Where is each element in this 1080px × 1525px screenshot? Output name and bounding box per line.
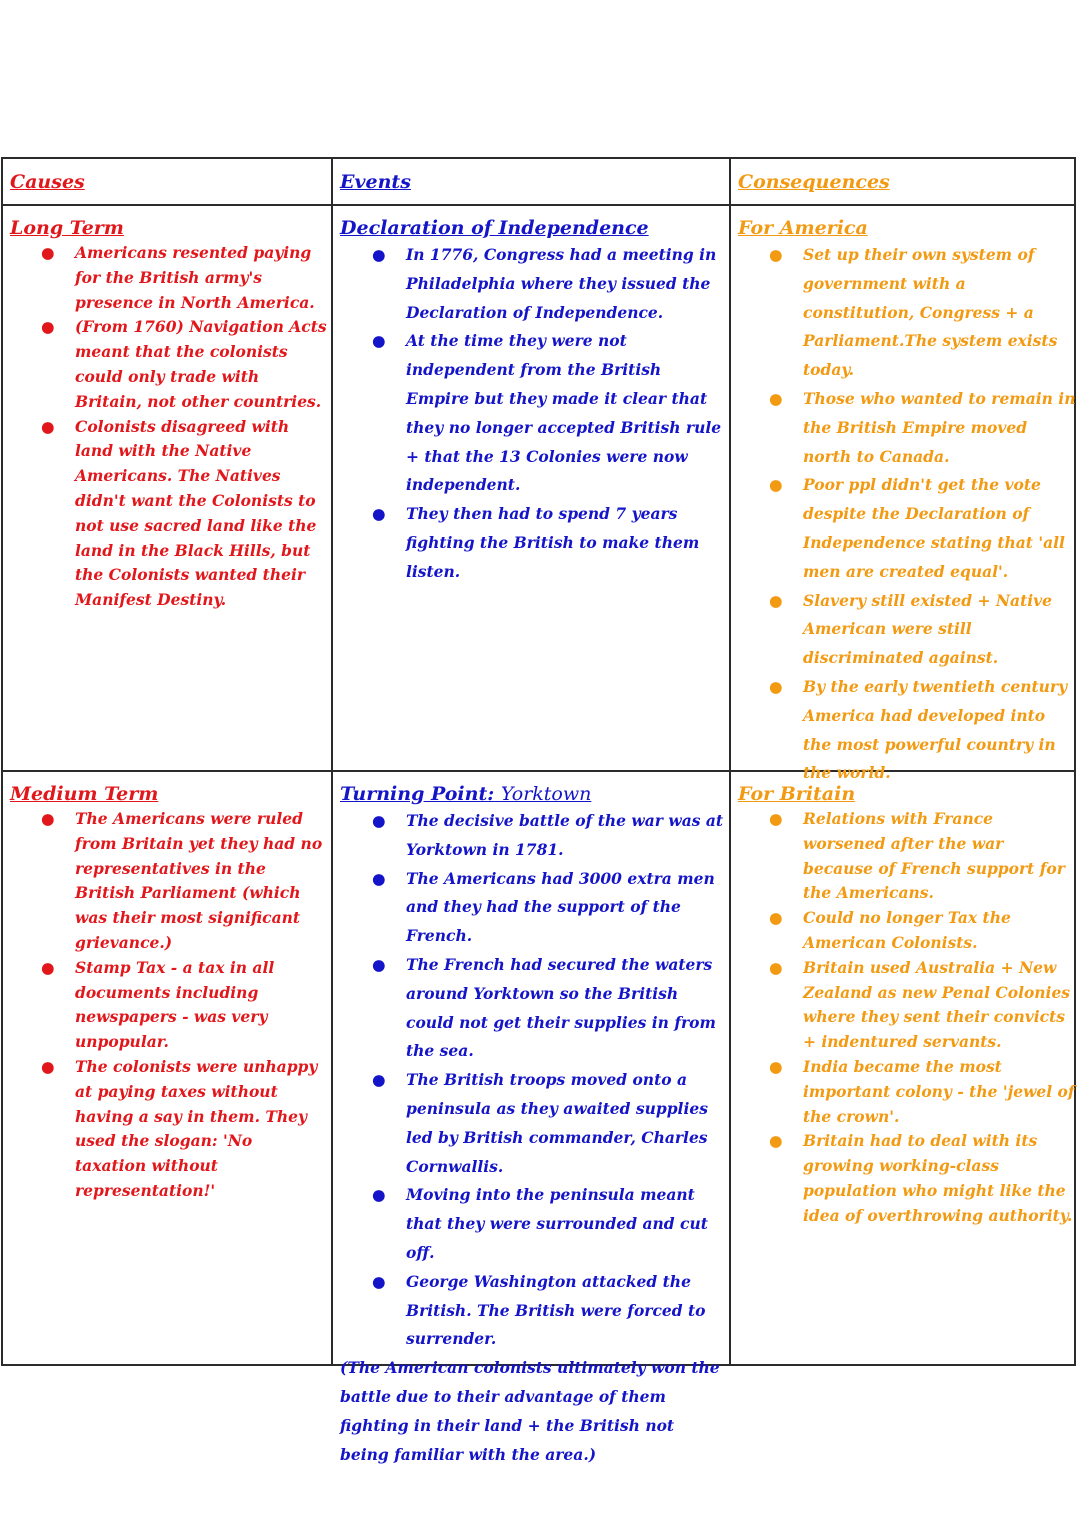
bullet-icon: ● bbox=[372, 811, 386, 830]
for-america-title: For America bbox=[738, 217, 868, 239]
list-item: ● The colonists were unhappy at paying taxes without having a say in them. They used the slogan: 'No taxation without representation!' bbox=[41, 1056, 318, 1200]
list-item: ● Americans resented paying for the British army's presence in North America. bbox=[41, 243, 315, 312]
bullet-icon: ● bbox=[372, 504, 386, 524]
bullet-icon: ● bbox=[769, 1131, 783, 1151]
for-america-list bbox=[738, 241, 1076, 788]
yorktown-cell bbox=[340, 783, 725, 1464]
list-item: ● Colonists disagreed with land with the Native Americans. The Natives didn't want the Colonists to not use sacred land like the land in the Black Hills, but the Colonists wanted their Manifest Destiny. bbox=[41, 416, 317, 610]
long-term-cell bbox=[10, 217, 328, 767]
bullet-icon: ● bbox=[41, 809, 55, 828]
for-britain-cell bbox=[738, 783, 1076, 1363]
yorktown-title-value: Yorktown bbox=[500, 783, 592, 805]
long-term-title: Long Term bbox=[10, 217, 124, 239]
bullet-icon: ● bbox=[372, 868, 386, 888]
bullet-icon: ● bbox=[769, 245, 783, 264]
medium-term-title: Medium Term bbox=[10, 783, 159, 805]
list-item: ● Moving into the peninsula meant that they were surrounded and cut off. bbox=[406, 1181, 725, 1267]
bullet-icon: ● bbox=[41, 416, 55, 436]
list-item: ● By the early twentieth century America had developed into the most powerful country in the world. bbox=[803, 673, 1076, 788]
bullet-icon: ● bbox=[372, 331, 386, 351]
list-item: ● Slavery still existed + Native American were still discriminated against. bbox=[803, 587, 1076, 673]
bullet-icon: ● bbox=[769, 590, 783, 610]
medium-term-list bbox=[10, 807, 328, 1204]
bullet-icon: ● bbox=[769, 676, 783, 696]
bullet-icon: ● bbox=[769, 388, 783, 408]
bullet-icon: ● bbox=[372, 1070, 386, 1090]
bullet-icon: ● bbox=[372, 954, 386, 974]
list-item: ● Those who wanted to remain in the British Empire moved north to Canada. bbox=[803, 385, 1076, 471]
declaration-list bbox=[340, 241, 725, 587]
yorktown-title bbox=[340, 783, 725, 805]
bullet-icon: ● bbox=[769, 908, 783, 928]
list-item: ● Relations with France worsened after the war because of French support for the Americans. bbox=[769, 809, 1065, 903]
bullet-icon: ● bbox=[372, 1271, 386, 1291]
list-item: ● Britain used Australia + New Zealand as new Penal Colonies where they sent their convicts + indentured servants. bbox=[769, 957, 1071, 1052]
long-term-list bbox=[10, 241, 328, 613]
yorktown-note: (The American colonists ultimately won the battle due to their advantage of them fighting in their land + the British not being familiar with the area.) bbox=[340, 1358, 720, 1464]
consequences-header-cell bbox=[738, 171, 1073, 201]
list-item: ● The Americans were ruled from Britain yet they had no representatives in the British Parliament (which was their most significant grievance.) bbox=[41, 809, 323, 952]
consequences-header: Consequences bbox=[738, 171, 890, 193]
header-divider bbox=[3, 204, 1074, 206]
list-item: ● The decisive battle of the war was at Yorktown in 1781. bbox=[406, 807, 725, 865]
yorktown-title-label: Turning Point: bbox=[340, 783, 495, 805]
for-america-cell bbox=[738, 217, 1076, 783]
declaration-cell bbox=[340, 217, 725, 767]
for-britain-list bbox=[738, 807, 1076, 1229]
list-item: ● India became the most important colony - the 'jewel of the crown'. bbox=[769, 1056, 1075, 1126]
list-item: ● Set up their own system of government with a constitution, Congress + a Parliament.The system exists today. bbox=[803, 241, 1076, 385]
list-item: ● Britain had to deal with its growing working-class population who might like the idea of overthrowing authority. bbox=[769, 1131, 1073, 1225]
list-item: ● At the time they were not independent from the British Empire but they made it clear that they no longer accepted British rule + that the 13 Colonies were now independent. bbox=[406, 327, 725, 500]
yorktown-list bbox=[340, 807, 725, 1354]
list-item: ● Could no longer Tax the American Colonists. bbox=[769, 908, 1011, 952]
bullet-icon: ● bbox=[41, 957, 55, 977]
list-item: ● The French had secured the waters around Yorktown so the British could not get their supplies in from the sea. bbox=[406, 951, 725, 1066]
for-britain-title: For Britain bbox=[738, 783, 856, 805]
list-item: ● George Washington attacked the British. The British were forced to surrender. bbox=[406, 1268, 725, 1354]
bullet-icon: ● bbox=[41, 243, 55, 262]
causes-header: Causes bbox=[10, 171, 85, 193]
list-item: ● They then had to spend 7 years fighting the British to make them listen. bbox=[406, 500, 725, 586]
bullet-icon: ● bbox=[769, 1056, 783, 1076]
medium-term-cell bbox=[10, 783, 328, 1363]
list-item: ● (From 1760) Navigation Acts meant that the colonists could only trade with Britain, not other countries. bbox=[41, 317, 327, 411]
list-item: ● The Americans had 3000 extra men and they had the support of the French. bbox=[406, 865, 725, 951]
notes-table bbox=[1, 157, 1076, 1464]
list-item: ● Poor ppl didn't get the vote despite the Declaration of Independence stating that 'all men are created equal'. bbox=[803, 471, 1076, 586]
list-item: ● The British troops moved onto a peninsula as they awaited supplies led by British commander, Charles Cornwallis. bbox=[406, 1066, 725, 1181]
bullet-icon: ● bbox=[769, 957, 783, 977]
declaration-title: Declaration of Independence bbox=[340, 217, 649, 239]
list-item: ● In 1776, Congress had a meeting in Philadelphia where they issued the Declaration of Independence. bbox=[406, 241, 725, 327]
events-header: Events bbox=[340, 171, 411, 193]
bullet-icon: ● bbox=[769, 475, 783, 495]
bullet-icon: ● bbox=[769, 809, 783, 828]
list-item: ● Stamp Tax - a tax in all documents including newspapers - was very unpopular. bbox=[41, 957, 275, 1052]
bullet-icon: ● bbox=[372, 245, 386, 264]
bullet-icon: ● bbox=[41, 317, 55, 337]
events-header-cell bbox=[340, 171, 725, 201]
column-divider bbox=[331, 159, 333, 1364]
bullet-icon: ● bbox=[372, 1185, 386, 1205]
column-divider bbox=[729, 159, 731, 1364]
causes-header-cell bbox=[10, 171, 325, 201]
bullet-icon: ● bbox=[41, 1056, 55, 1076]
